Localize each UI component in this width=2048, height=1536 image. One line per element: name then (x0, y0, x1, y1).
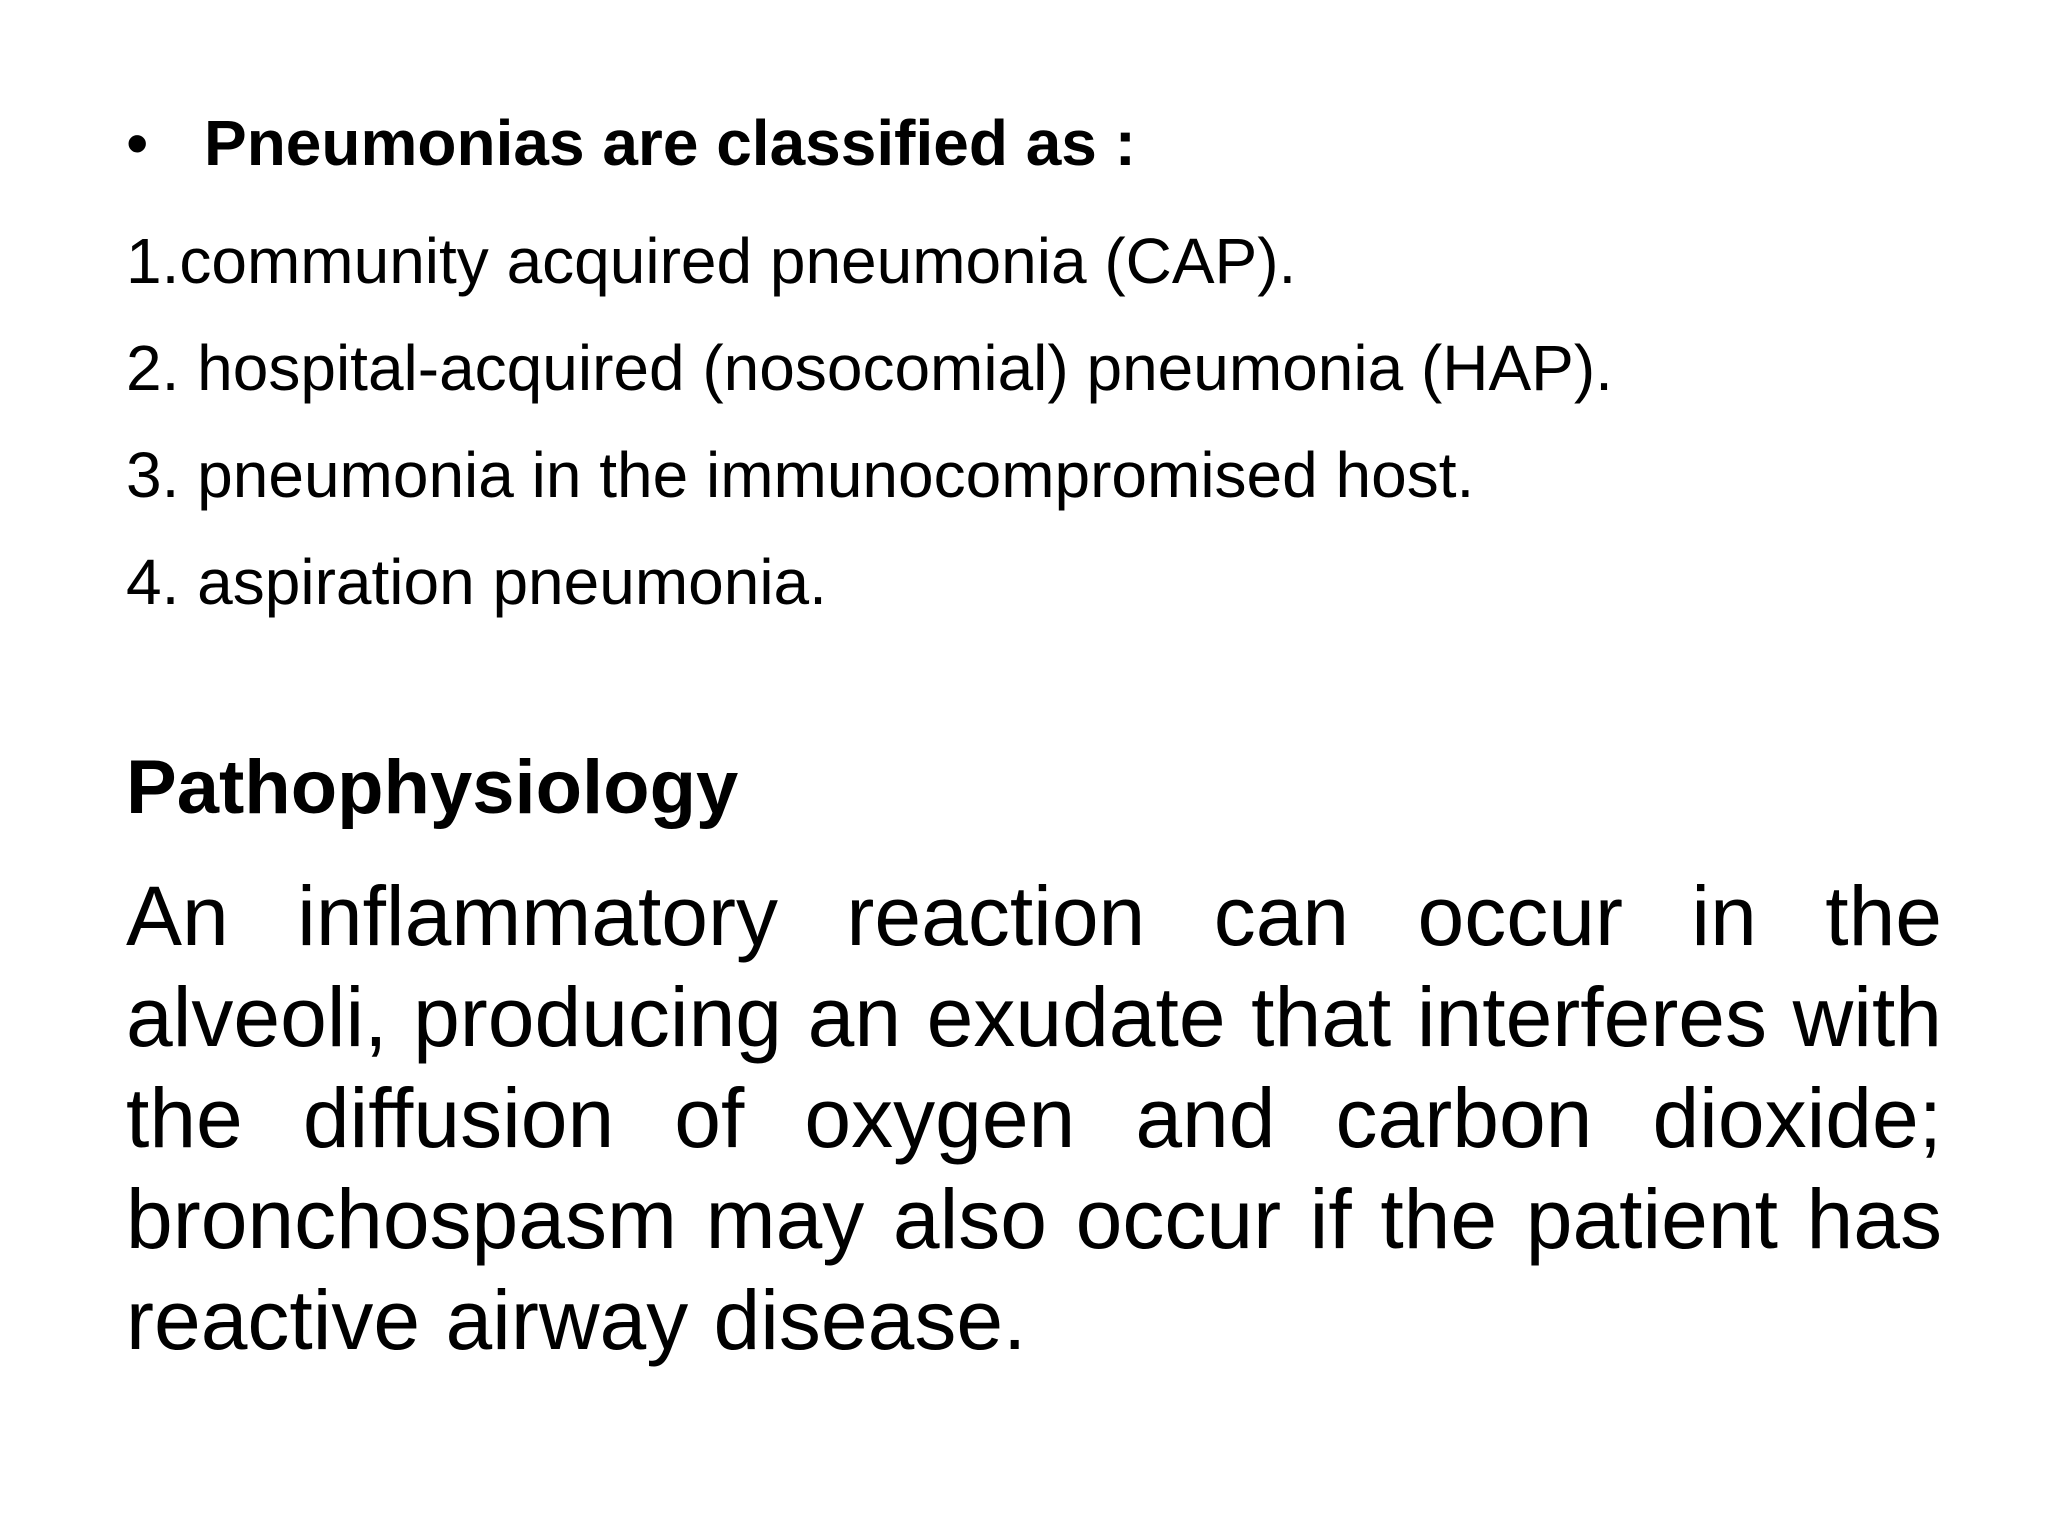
classification-list (126, 208, 1613, 636)
list-item: 3. pneumonia in the immunocompromised host. (126, 439, 1475, 511)
bullet-icon: • (126, 107, 149, 179)
list-item: 2. hospital-acquired (nosocomial) pneumonia (HAP). (126, 332, 1613, 404)
bullet-heading-text: Pneumonias are classified as : (204, 107, 1136, 179)
list-item: 1.community acquired pneumonia (CAP). (126, 225, 1297, 297)
body-paragraph: An inflammatory reaction can occur in the alveoli, producing an exudate that interferes with the diffusion of oxygen and carbon dioxide; bronchospasm may also occur if the patient has reactive airway disease. (126, 869, 1942, 1367)
section-heading: Pathophysiology (126, 745, 739, 830)
bullet-heading (126, 104, 1136, 182)
list-item: 4. aspiration pneumonia. (126, 546, 827, 618)
